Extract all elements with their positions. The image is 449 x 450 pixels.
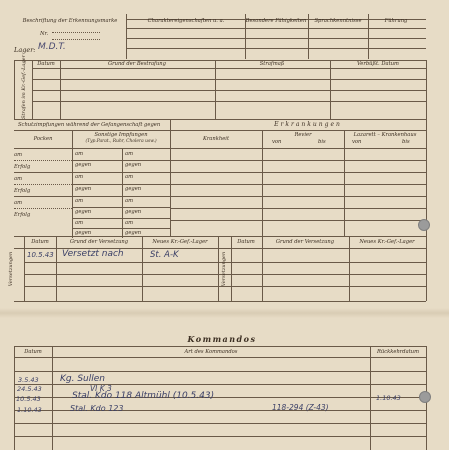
rule xyxy=(72,207,170,208)
versetzungen-side-label-left: Versetzungen xyxy=(8,251,14,287)
kdo-rueck-header: Rückkehrdatum xyxy=(376,349,420,355)
sonst2-gegen: gegen xyxy=(125,186,142,192)
rule xyxy=(14,301,426,302)
rule xyxy=(426,60,427,119)
lazarett-label: Lazarett – Krankenhaus xyxy=(353,132,417,138)
sonst2-gegen: gegen xyxy=(125,162,142,168)
rule xyxy=(32,101,426,102)
kdo-row-datum: 1.10.43 xyxy=(17,406,42,414)
lazarett-von: von xyxy=(352,139,362,145)
rule xyxy=(56,236,57,301)
nr-field xyxy=(52,32,100,40)
vers-grund-2: Grund der Versetzung xyxy=(275,239,335,245)
sonst2-am: am xyxy=(125,220,134,226)
vers-entry-lager: St. A-K xyxy=(150,250,179,260)
punch-hole xyxy=(418,219,430,231)
rule xyxy=(14,371,426,372)
rule xyxy=(14,346,15,450)
strafen-side-label: Strafen im Kr.-Gef.-Lager xyxy=(21,55,27,119)
rule xyxy=(32,79,426,80)
sonst-gegen: gegen xyxy=(75,186,92,192)
kdo-row-art: VI K 3 xyxy=(90,384,112,393)
vers-datum-2: Datum xyxy=(237,239,255,245)
sonst-am: am xyxy=(75,198,84,204)
vers-datum: Datum xyxy=(31,239,49,245)
sonst-am: am xyxy=(75,174,84,180)
rule xyxy=(426,236,427,301)
rule xyxy=(60,60,61,119)
strafen-grund: Grund der Bestrafung xyxy=(108,61,166,67)
rule xyxy=(52,346,53,450)
kdo-row-art: Stal. Kdo 123 xyxy=(70,404,124,413)
versetzungen-side-label-right: Versetzungen xyxy=(221,251,227,287)
rule xyxy=(14,172,72,173)
sonst-am: am xyxy=(75,151,84,157)
pocken-am-3: am xyxy=(14,200,23,206)
rule xyxy=(14,436,426,437)
rule xyxy=(14,423,426,424)
pocken-erfolg-1: Erfolg xyxy=(14,164,31,170)
rule xyxy=(215,60,216,119)
sonst-gegen: gegen xyxy=(75,209,92,215)
kdo-row-datum: 3.5.43 xyxy=(18,376,39,384)
rule xyxy=(14,60,15,119)
kdo-art-header: Art des Kommandos xyxy=(184,349,238,355)
rule xyxy=(170,208,426,209)
rule xyxy=(170,220,426,221)
rule xyxy=(122,148,123,238)
impfungen-title: Schutzimpfungen während der Gefangenschaft gegen xyxy=(18,122,161,128)
rule xyxy=(370,346,371,450)
rule xyxy=(14,208,72,209)
header-sprachkenntnisse: Sprachkenntnisse xyxy=(314,18,362,24)
rule xyxy=(126,28,426,29)
erkrankungen-title: Erkrankungen xyxy=(274,121,342,128)
rule xyxy=(14,148,426,149)
rule xyxy=(14,346,426,347)
rule xyxy=(14,119,426,120)
rule xyxy=(72,218,170,219)
header-charakter: Charaktereigenschaften u. a. xyxy=(147,18,225,24)
rule xyxy=(72,196,170,197)
rule xyxy=(231,236,232,301)
lager-label: Lager: xyxy=(14,46,36,54)
nr-label: Nr. xyxy=(40,31,49,37)
rule xyxy=(170,196,426,197)
rule xyxy=(32,68,426,69)
lazarett-bis: bis xyxy=(402,139,410,145)
kdo-row-rueck: 1.10.43 xyxy=(376,394,401,402)
strafen-datum: Datum xyxy=(37,61,55,67)
vers-grund: Grund der Versetzung xyxy=(69,239,129,245)
header-erkennungsmarke: Beschriftung der Erkennungsmarke xyxy=(22,18,118,24)
rule xyxy=(330,60,331,119)
kdo-extra: 118-294 (Z-43) xyxy=(272,403,329,412)
sonstige-label: Sonstige Impfungen xyxy=(94,132,148,138)
rule xyxy=(170,160,426,161)
rule xyxy=(72,172,170,173)
pocken-erfolg-3: Erfolg xyxy=(14,212,31,218)
rule xyxy=(14,130,426,131)
rule xyxy=(142,236,143,301)
sonst-gegen: gegen xyxy=(75,230,92,236)
rule xyxy=(32,90,426,91)
pocken-erfolg-2: Erfolg xyxy=(14,188,31,194)
rule xyxy=(14,184,72,185)
rule xyxy=(349,236,350,301)
revier-label: Revier xyxy=(294,132,312,138)
kdo-row-art: Stal. Kdo 118 Altmühl (10.5.43) xyxy=(72,391,215,401)
rule xyxy=(368,14,369,59)
rule xyxy=(126,48,426,49)
vers-entry-grund: Versetzt nach xyxy=(62,249,124,259)
header-fuehrung: Führung xyxy=(384,18,408,24)
vers-lager-2: Neues Kr.-Gef.-Lager xyxy=(359,239,415,245)
vers-lager: Neues Kr.-Gef.-Lager xyxy=(152,239,208,245)
rule xyxy=(170,119,171,236)
pocken-am-1: am xyxy=(14,152,23,158)
rule xyxy=(72,228,170,229)
kdo-datum-header: Datum xyxy=(24,349,42,355)
krankheit-label: Krankheit xyxy=(202,136,230,142)
rule xyxy=(14,236,426,237)
header-faehigkeiten: Besondere Fähigkeiten xyxy=(245,18,307,24)
pocken-am-2: am xyxy=(14,176,23,182)
sonst2-gegen: gegen xyxy=(125,209,142,215)
rule xyxy=(308,14,309,59)
kdo-row-art: Kg. Sullen xyxy=(60,374,105,384)
sonst-gegen: gegen xyxy=(75,162,92,168)
sonst2-am: am xyxy=(125,174,134,180)
punch-hole xyxy=(419,391,431,403)
sonstige-sub: (Typ.Parat., Ruhr, Cholera usw.) xyxy=(85,139,157,144)
sonst2-am: am xyxy=(125,151,134,157)
rule xyxy=(14,357,426,358)
rule xyxy=(72,160,170,161)
paper-fold xyxy=(0,308,449,318)
rule xyxy=(14,196,72,197)
kommandos-title: Kommandos xyxy=(187,334,257,344)
rule xyxy=(24,236,25,301)
rule xyxy=(170,184,426,185)
revier-bis: bis xyxy=(318,139,326,145)
rule xyxy=(14,160,72,161)
strafen-verbuesst: Verbüßt. Datum xyxy=(357,61,399,67)
rule xyxy=(126,38,426,39)
rule xyxy=(170,172,426,173)
sonst-am: am xyxy=(75,220,84,226)
rule xyxy=(218,236,219,301)
kdo-row-datum: 10.5.43 xyxy=(16,395,41,403)
kdo-row-datum: 24.5.43 xyxy=(17,385,42,393)
rule xyxy=(262,236,263,301)
sonst2-am: am xyxy=(125,198,134,204)
rule xyxy=(126,14,127,59)
revier-von: von xyxy=(272,139,282,145)
vers-entry-datum: 10.5.43 xyxy=(27,251,54,259)
strafen-strafmass: Strafmaß xyxy=(259,61,285,67)
rule xyxy=(72,184,170,185)
pocken-label: Pocken xyxy=(33,136,53,142)
rule xyxy=(14,384,426,385)
lager-value: M.D.T. xyxy=(38,42,66,52)
sonst2-gegen: gegen xyxy=(125,230,142,236)
rule xyxy=(32,60,33,119)
